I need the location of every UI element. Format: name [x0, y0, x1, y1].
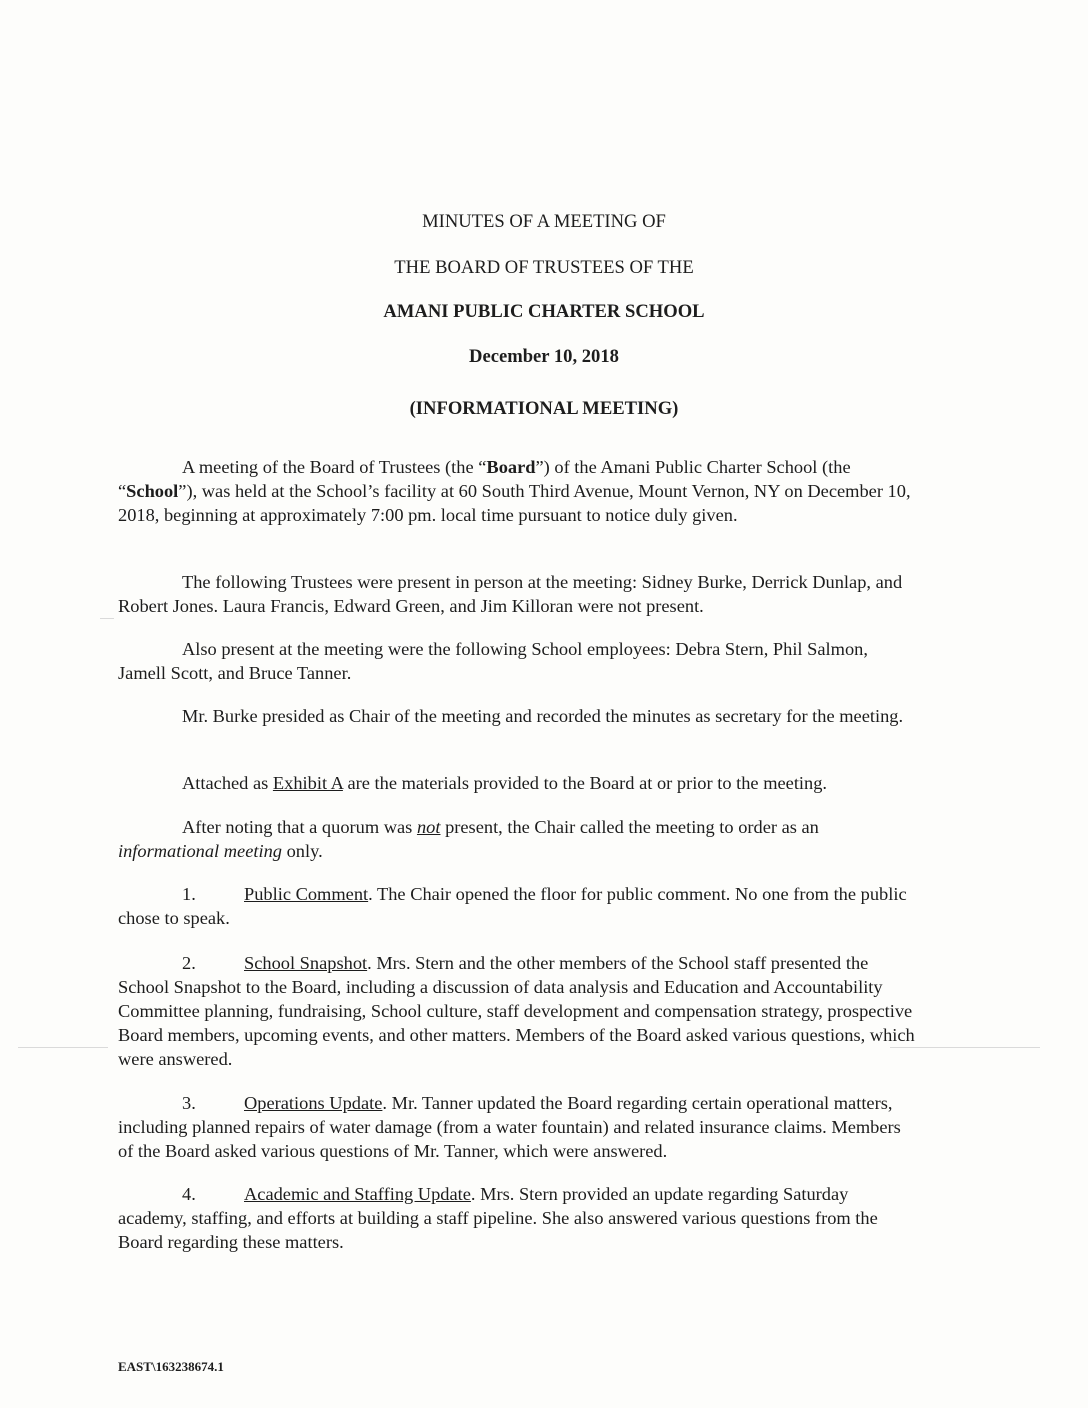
exhibit-a-reference: Exhibit A: [272, 773, 343, 793]
scan-artifact: [18, 1047, 108, 1048]
quorum-emphasis-not: not: [416, 817, 441, 837]
quorum-emphasis-informational: informational meeting: [118, 841, 282, 861]
heading-minutes: MINUTES OF A MEETING OF: [422, 211, 666, 232]
paragraph-intro: [118, 455, 918, 527]
intro-term-board: Board: [486, 457, 536, 477]
intro-text-2: ”) of the Amani Public Charter School (the “: [118, 457, 851, 501]
quorum-text-1: After noting that a quorum was: [182, 817, 417, 837]
item-title: School Snapshot: [244, 953, 368, 973]
intro-text-3: ”), was held at the School’s facility at 60 South Third Avenue, Mount Vernon, NY on December 10, 2018, beginning at approximately 7:00 pm. local time pursuant to notice duly given.: [118, 481, 911, 525]
paragraph-exhibit: [118, 771, 918, 795]
agenda-item-public-comment: [118, 882, 918, 930]
quorum-text-3: only.: [281, 841, 323, 861]
intro-term-school: School: [126, 481, 179, 501]
exhibit-text-1: Attached as: [182, 773, 273, 793]
item-number: 4.: [182, 1184, 196, 1204]
item-number: 2.: [182, 953, 196, 973]
item-text: . The Chair opened the floor for public comment. No one from the public chose to speak.: [118, 884, 907, 928]
heading-school-name: AMANI PUBLIC CHARTER SCHOOL: [383, 301, 705, 322]
exhibit-text-2: are the materials provided to the Board at or prior to the meeting.: [342, 773, 828, 793]
item-number: 1.: [182, 884, 196, 904]
employees-text: Also present at the meeting were the following School employees: Debra Stern, Phil Salmon, Jamell Scott, and Bruce Tanner.: [118, 639, 868, 683]
item-text: . Mr. Tanner updated the Board regarding certain operational matters, including planned repairs of water damage (from a water fountain) and related insurance claims. Members of the Board asked various questions of Mr. Tanner, which were answered.: [118, 1093, 901, 1161]
item-title: Academic and Staffing Update: [244, 1184, 471, 1204]
item-title: Public Comment: [244, 884, 369, 904]
chair-text: Mr. Burke presided as Chair of the meeting and recorded the minutes as secretary for the meeting.: [182, 706, 904, 726]
item-text: . Mrs. Stern and the other members of the School staff presented the School Snapshot to the Board, including a discussion of data analysis and Education and Accountability Committee planning, fundraising, School culture, staff development and compensation strategy, prospective Board members, upcoming events, and other matters. Members of the Board asked various questions, which were answered.: [118, 953, 915, 1069]
item-text: . Mrs. Stern provided an update regarding Saturday academy, staffing, and efforts at building a staff pipeline. She also answered various questions from the Board regarding these matters.: [118, 1184, 878, 1252]
paragraph-quorum: [118, 815, 918, 863]
agenda-item-academic-staffing: [118, 1182, 918, 1254]
intro-text-1: A meeting of the Board of Trustees (the “: [182, 457, 487, 477]
heading-date: December 10, 2018: [469, 346, 619, 367]
paragraph-trustees: [118, 570, 918, 618]
document-id: EAST\163238674.1: [118, 1359, 224, 1374]
quorum-text-2: present, the Chair called the meeting to order as an: [440, 817, 819, 837]
scan-artifact: [100, 618, 114, 619]
item-number: 3.: [182, 1093, 196, 1113]
heading-meeting-type: (INFORMATIONAL MEETING): [409, 398, 679, 419]
agenda-item-school-snapshot: [118, 951, 918, 1071]
scan-artifact: [890, 1047, 1040, 1048]
agenda-item-operations-update: [118, 1091, 918, 1163]
trustees-text: The following Trustees were present in person at the meeting: Sidney Burke, Derrick Dunlap, and Robert Jones. Laura Francis, Edward Green, and Jim Killoran were not present.: [118, 572, 903, 616]
paragraph-employees: [118, 637, 918, 685]
item-title: Operations Update: [244, 1093, 383, 1113]
heading-board: THE BOARD OF TRUSTEES OF THE: [394, 257, 694, 278]
paragraph-chair: [118, 704, 918, 728]
